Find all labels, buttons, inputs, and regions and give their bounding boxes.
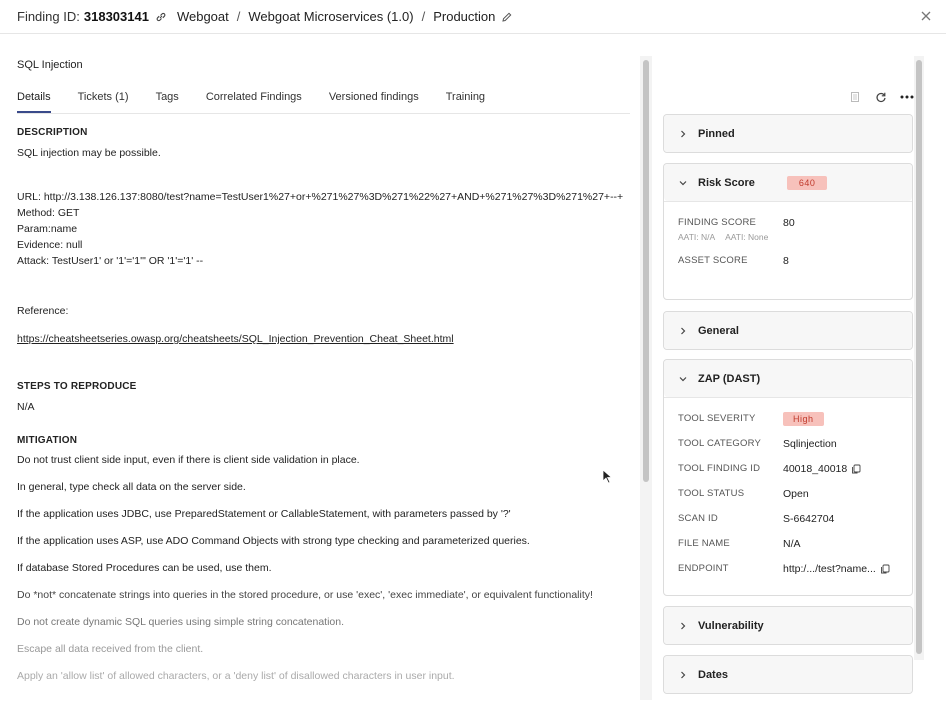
mitigation-line: If database Stored Procedures can be used, use them. — [17, 562, 272, 574]
tool-category-row — [678, 431, 898, 456]
reference-label: Reference: — [17, 305, 69, 317]
scan-id-label: SCAN ID — [678, 513, 718, 524]
chevron-down-icon — [678, 178, 688, 188]
file-name-value: N/A — [783, 537, 801, 550]
tool-severity-row — [678, 406, 898, 431]
link-icon[interactable] — [155, 11, 167, 23]
steps-heading: STEPS TO REPRODUCE — [17, 381, 137, 392]
mitigation-line: In general, type check all data on the server side. — [17, 481, 246, 493]
tool-finding-id-row — [678, 456, 898, 481]
risk-score-header[interactable] — [664, 164, 912, 201]
mitigation-line: If the application uses ASP, use ADO Command Objects with strong type checking and parameterized queries. — [17, 535, 530, 547]
details-scrollbar[interactable] — [640, 56, 652, 700]
tab-correlated-findings[interactable]: Correlated Findings — [205, 91, 302, 103]
breadcrumb-app[interactable]: Webgoat Microservices (1.0) — [248, 9, 414, 24]
more-options-icon[interactable] — [900, 90, 914, 104]
mitigation-line: Apply an 'allow list' of allowed characters, or a 'deny list' of disallowed characters in user input. — [17, 670, 455, 682]
tab-divider — [17, 113, 630, 114]
chevron-right-icon — [678, 129, 688, 139]
risk-score-body — [664, 201, 912, 283]
copy-icon[interactable] — [851, 464, 861, 474]
copy-icon[interactable] — [880, 564, 890, 574]
severity-badge: High — [783, 412, 824, 426]
description-method: Method: GET — [17, 207, 80, 219]
chevron-right-icon — [678, 670, 688, 680]
tab-tickets[interactable]: Tickets (1) — [77, 91, 129, 103]
breadcrumb-env[interactable]: Production — [433, 9, 496, 24]
dates-title: Dates — [698, 668, 728, 681]
modal-header — [0, 0, 946, 34]
tool-severity-label: TOOL SEVERITY — [678, 413, 756, 424]
scrollbar-thumb[interactable] — [643, 60, 649, 482]
description-param: Param:name — [17, 223, 78, 235]
mouse-cursor-icon — [602, 469, 614, 485]
tool-category-label: TOOL CATEGORY — [678, 438, 762, 449]
mitigation-line: Do not trust client side input, even if there is client side validation in place. — [17, 454, 360, 466]
tool-status-row — [678, 481, 898, 506]
breadcrumb-org[interactable]: Webgoat — [176, 9, 229, 24]
endpoint-value[interactable]: http:/.../test?name... — [783, 562, 876, 575]
asset-score-row — [678, 248, 898, 273]
refresh-icon[interactable] — [874, 90, 888, 104]
document-icon[interactable] — [848, 90, 862, 104]
risk-score-badge: 640 — [787, 176, 828, 190]
description-heading: DESCRIPTION — [17, 127, 88, 138]
mitigation-line: Do not create dynamic SQL queries using simple string concatenation. — [17, 616, 345, 628]
asset-score-value: 8 — [783, 254, 789, 267]
dates-header[interactable] — [664, 656, 912, 693]
close-icon[interactable] — [918, 8, 934, 24]
chevron-down-icon — [678, 374, 688, 384]
finding-title: SQL Injection — [17, 59, 83, 71]
tab-bar — [17, 91, 512, 113]
zap-header[interactable] — [664, 360, 912, 397]
side-panel — [656, 56, 926, 720]
general-header[interactable] — [664, 312, 912, 349]
finding-score-label: FINDING SCORE — [678, 217, 757, 228]
details-content — [17, 125, 637, 684]
details-pane — [0, 35, 640, 720]
pinned-header[interactable] — [664, 115, 912, 152]
description-url: URL: http://3.138.126.137:8080/test?name=TestUser1%27+or+%271%27%3D%271%22%27+AND+%271%27%3D%271%27+--+ — [17, 191, 624, 203]
vulnerability-card — [663, 606, 913, 645]
pinned-card — [663, 114, 913, 153]
mitigation-line: Escape all data received from the client. — [17, 643, 204, 655]
general-card — [663, 311, 913, 350]
description-evidence: Evidence: null — [17, 239, 83, 251]
vulnerability-title: Vulnerability — [698, 619, 764, 632]
pencil-icon[interactable] — [501, 11, 513, 23]
scan-id-value: S-6642704 — [783, 512, 835, 525]
side-panel-scrollbar[interactable] — [914, 56, 924, 660]
general-title: General — [698, 324, 739, 337]
risk-score-card — [663, 163, 913, 300]
risk-score-title: Risk Score — [698, 176, 755, 189]
zap-body — [664, 397, 912, 591]
mitigation-line: If the application uses JDBC, use PreparedStatement or CallableStatement, with parameters passed by '?' — [17, 508, 511, 520]
endpoint-row — [678, 556, 898, 581]
scrollbar-thumb[interactable] — [916, 60, 922, 654]
mitigation-line: Do *not* concatenate strings into queries in the stored procedure, or use 'exec', 'exec immediate', or equivalent functionality! — [17, 589, 593, 601]
mitigation-heading: MITIGATION — [17, 435, 78, 446]
tab-training[interactable]: Training — [445, 91, 486, 103]
aati-none: AATI: None — [725, 232, 769, 242]
zap-title: ZAP (DAST) — [698, 372, 761, 385]
tool-status-label: TOOL STATUS — [678, 488, 745, 499]
tab-details[interactable]: Details — [17, 91, 51, 113]
tool-finding-id-value: 40018_40018 — [783, 462, 848, 475]
tool-finding-id-label: TOOL FINDING ID — [678, 463, 761, 474]
endpoint-label: ENDPOINT — [678, 563, 729, 574]
aati-row — [678, 232, 898, 242]
tab-tags[interactable]: Tags — [155, 91, 179, 103]
side-toolbar — [848, 90, 914, 104]
tool-status-value: Open — [783, 487, 809, 500]
description-attack: Attack: TestUser1' or '1'='1'" OR '1'='1' -- — [17, 255, 204, 267]
aati-na: AATI: N/A — [678, 232, 716, 242]
chevron-right-icon — [678, 621, 688, 631]
chevron-right-icon — [678, 326, 688, 336]
pinned-title: Pinned — [698, 127, 735, 140]
asset-score-label: ASSET SCORE — [678, 255, 748, 266]
zap-card — [663, 359, 913, 596]
breadcrumb-separator: / — [421, 9, 426, 24]
dates-card — [663, 655, 913, 694]
description-summary: SQL injection may be possible. — [17, 147, 161, 159]
vulnerability-header[interactable] — [664, 607, 912, 644]
steps-value: N/A — [17, 401, 35, 413]
tab-versioned-findings[interactable]: Versioned findings — [328, 91, 419, 103]
file-name-row — [678, 531, 898, 556]
finding-score-value: 80 — [783, 216, 795, 229]
finding-id-label: Finding ID: — [17, 9, 80, 24]
tool-category-value: Sqlinjection — [783, 437, 837, 450]
finding-id-value: 318303141 — [83, 9, 149, 24]
reference-link[interactable]: https://cheatsheetseries.owasp.org/cheatsheets/SQL_Injection_Prevention_Cheat_Sheet.html — [17, 333, 454, 345]
breadcrumb-separator: / — [236, 9, 241, 24]
scan-id-row — [678, 506, 898, 531]
file-name-label: FILE NAME — [678, 538, 730, 549]
